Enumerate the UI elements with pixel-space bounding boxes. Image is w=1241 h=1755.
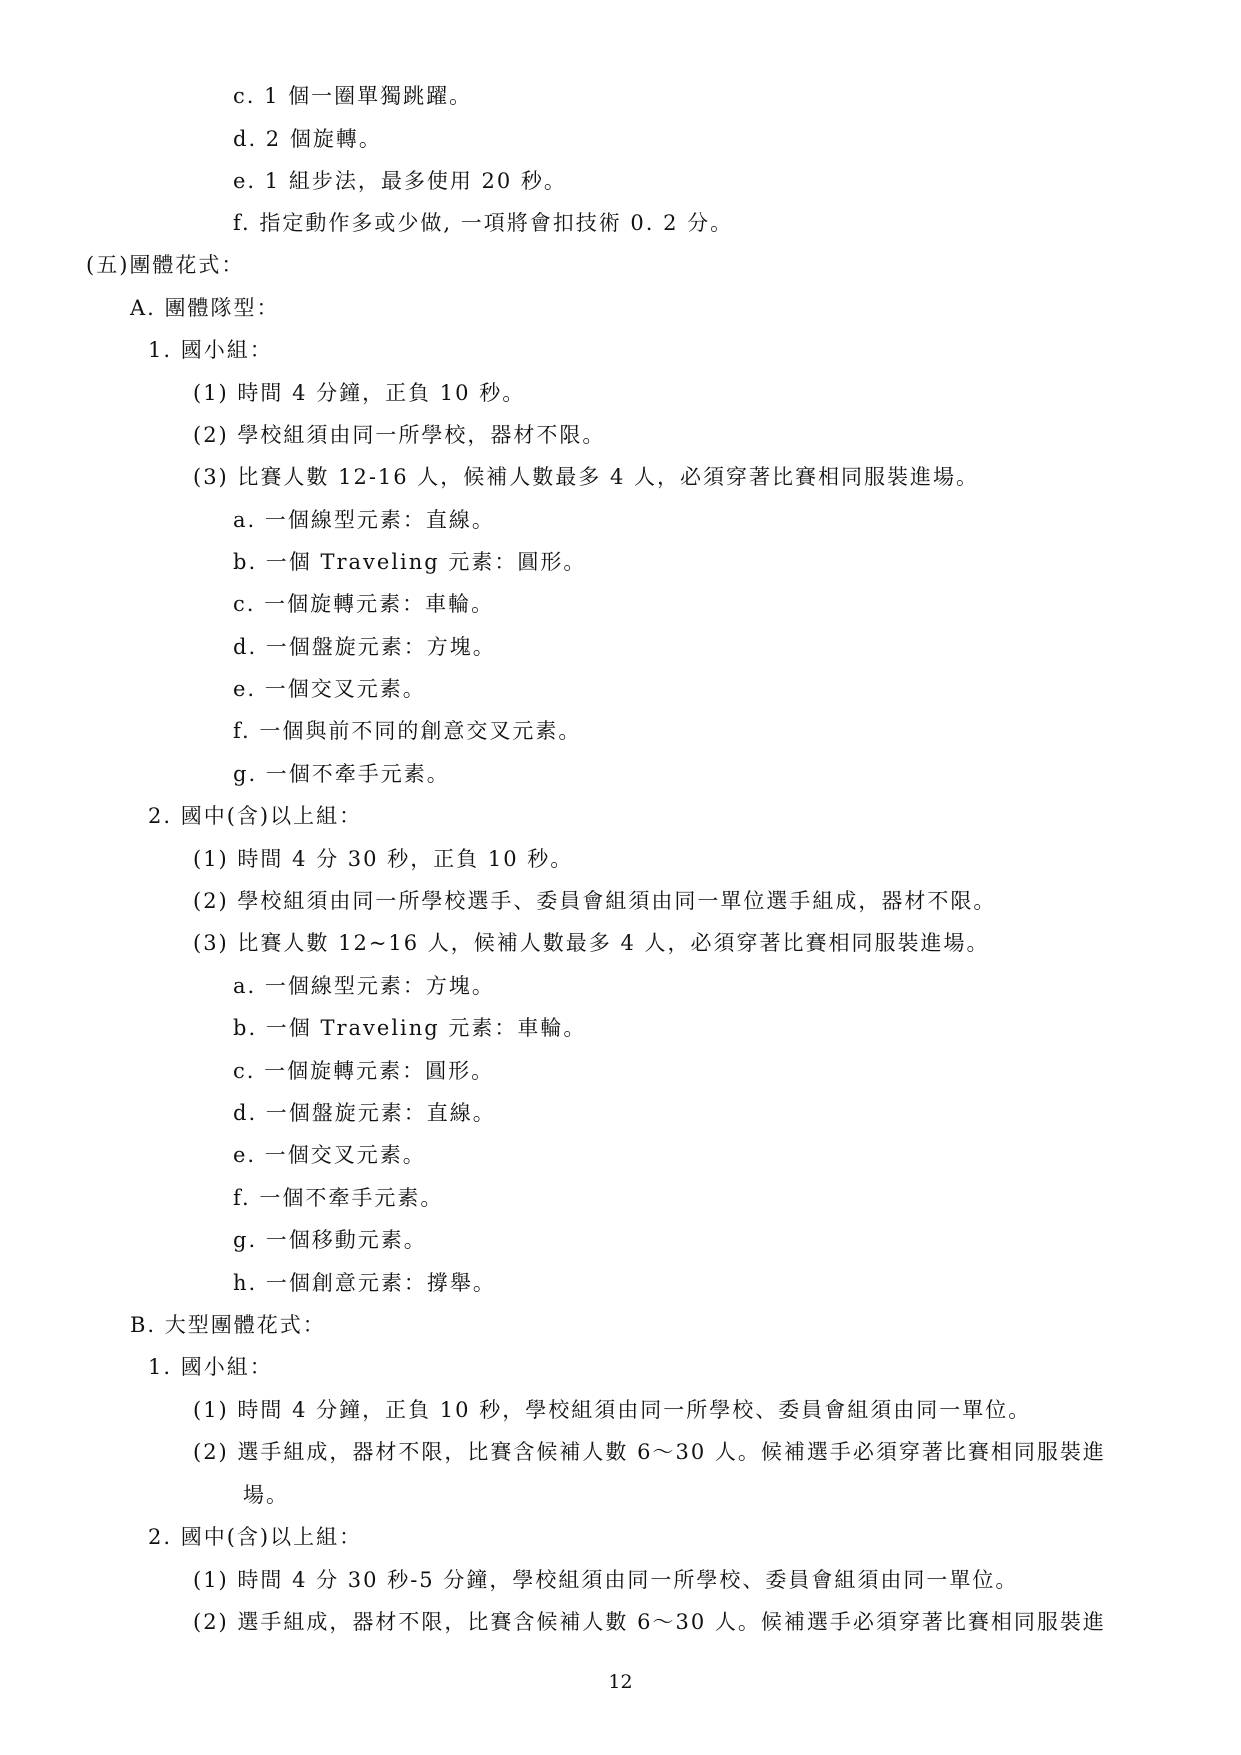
- subsection-heading-large-group: B. 大型團體花式：: [130, 1313, 326, 1337]
- element-item-b: b. 一個 Traveling 元素：車輪。: [233, 1016, 587, 1040]
- subsection-heading-precision-team: A. 團體隊型：: [130, 296, 280, 320]
- rule-item-time: (1) 時間 4 分 30 秒，正負 10 秒。: [193, 847, 574, 871]
- group-heading-elementary: 1. 國小組：: [148, 338, 273, 362]
- element-item-d: d. 一個盤旋元素：方塊。: [233, 635, 496, 659]
- element-item-f: f. 一個不牽手元素。: [233, 1186, 444, 1210]
- rule-item-time: (1) 時間 4 分 30 秒-5 分鐘，學校組須由同一所學校、委員會組須由同一單位。: [193, 1568, 1019, 1592]
- element-item-e: e. 一個交叉元素。: [233, 677, 426, 701]
- rule-item-time: (1) 時間 4 分鐘，正負 10 秒，學校組須由同一所學校、委員會組須由同一單位。: [193, 1398, 1032, 1422]
- rule-item-participants: (3) 比賽人數 12-16 人，候補人數最多 4 人，必須穿著比賽相同服裝進場。: [193, 465, 980, 489]
- element-item-a: a. 一個線型元素：方塊。: [233, 974, 495, 998]
- element-item-e: e. 一個交叉元素。: [233, 1143, 426, 1167]
- page-number: 12: [608, 1671, 633, 1693]
- element-item-a: a. 一個線型元素：直線。: [233, 508, 495, 532]
- element-item-c: c. 一個旋轉元素：圓形。: [233, 1059, 495, 1083]
- rule-item-participants-continued: 場。: [243, 1483, 289, 1507]
- rule-item-school: (2) 學校組須由同一所學校選手、委員會組須由同一單位選手組成，器材不限。: [193, 889, 997, 913]
- rule-item-school: (2) 學校組須由同一所學校，器材不限。: [193, 423, 606, 447]
- list-item-f-deduction: f. 指定動作多或少做, 一項將會扣技術 0. 2 分。: [233, 211, 734, 235]
- element-item-h: h. 一個創意元素：撐舉。: [233, 1271, 496, 1295]
- rule-item-participants: (3) 比賽人數 12~16 人，候補人數最多 4 人，必須穿著比賽相同服裝進場。: [193, 931, 990, 955]
- rule-item-time: (1) 時間 4 分鐘，正負 10 秒。: [193, 381, 526, 405]
- group-heading-junior-high: 2. 國中(含)以上組：: [148, 804, 363, 828]
- element-item-g: g. 一個不牽手元素。: [233, 762, 450, 786]
- group-heading-junior-high: 2. 國中(含)以上組：: [148, 1525, 363, 1549]
- list-item-c-jump: c. 1 個一圈單獨跳躍。: [233, 84, 473, 108]
- element-item-d: d. 一個盤旋元素：直線。: [233, 1101, 496, 1125]
- rule-item-participants: (2) 選手組成，器材不限，比賽含候補人數 6～30 人。候補選手必須穿著比賽相同服裝進: [193, 1610, 1106, 1634]
- list-item-d-spin: d. 2 個旋轉。: [233, 127, 382, 151]
- element-item-c: c. 一個旋轉元素：車輪。: [233, 592, 495, 616]
- rule-item-participants: (2) 選手組成，器材不限，比賽含候補人數 6～30 人。候補選手必須穿著比賽相同服裝進: [193, 1440, 1106, 1464]
- element-item-b: b. 一個 Traveling 元素：圓形。: [233, 550, 587, 574]
- section-heading-group-skating: (五)團體花式：: [86, 253, 245, 277]
- element-item-g: g. 一個移動元素。: [233, 1228, 427, 1252]
- element-item-f: f. 一個與前不同的創意交叉元素。: [233, 719, 582, 743]
- group-heading-elementary: 1. 國小組：: [148, 1355, 273, 1379]
- list-item-e-footwork: e. 1 組步法，最多使用 20 秒。: [233, 169, 567, 193]
